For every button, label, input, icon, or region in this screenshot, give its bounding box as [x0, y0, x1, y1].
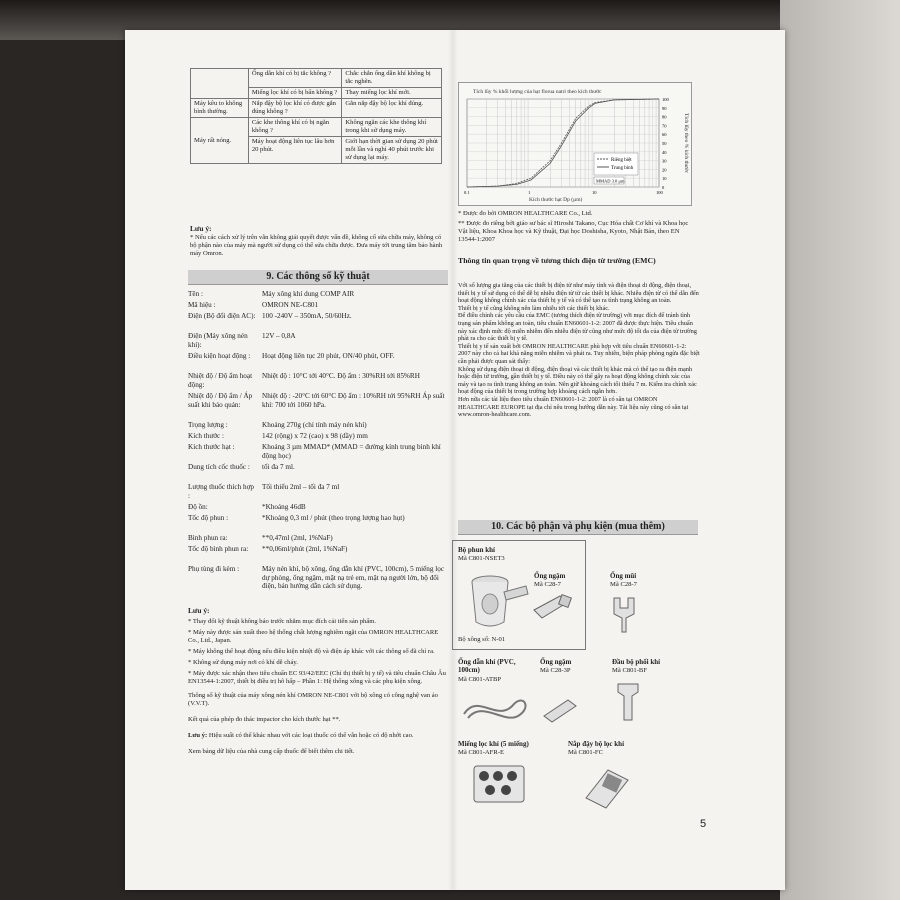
accessory-code: Mã C801-FC	[568, 749, 603, 756]
accessory-name: Bộ phun khí	[458, 546, 495, 554]
spec-value: *Khoảng 0,3 ml / phút (theo trọng lượng hao hụt)	[262, 514, 405, 522]
table-cell: Chắc chắn ống dẫn khí không bị tắc nghẽn.	[342, 69, 442, 88]
accessory-name: Ống dẫn khí (PVC, 100cm)	[458, 658, 516, 674]
x-tick-label: 10	[592, 190, 597, 195]
accessory-code: Mã C801-NSET3	[458, 555, 505, 562]
table-cell: Không ngăn các khe thông khí trong khi sử dụng máy.	[342, 118, 442, 137]
accessory-name: Ống ngậm	[540, 658, 572, 666]
spec-value: **0,06ml/phút (2ml, 1%NaF)	[262, 545, 348, 553]
nasal-piece-image	[606, 594, 642, 634]
spec-value: Tối thiểu 2ml – tối đa 7 ml	[262, 483, 340, 491]
spec-label: Điện (Bộ đổi điện AC):	[188, 312, 256, 320]
y-tick-label: 0	[662, 185, 665, 190]
note-extra: Kết quả của phép đo thác impactor cho kích thước hạt **.	[188, 716, 341, 723]
note-line: * Máy không thể hoạt động nếu điều kiện nhiệt độ và điện áp khác với các thông số đã chỉ ra.	[188, 648, 435, 655]
filter-cover-image	[578, 758, 634, 814]
table-cell	[191, 69, 249, 88]
chart-legend	[594, 153, 638, 175]
table-cell: Ống dẫn khí có bị tắc không ?	[248, 69, 342, 88]
emc-paragraph: Hơn nữa các tài liệu theo tiêu chuẩn EN60601-1-2: 2007 là có sẵn tại OMRON HEALTHCARE EUROPE tại địa chỉ nêu trong hướng dẫn này. Tài liệu này cũng có sẵn tại www.omron-healthcare.com.	[458, 395, 689, 419]
chart-annotation: MMAD 3.0 µm	[596, 178, 625, 184]
table-cell: Các khe thông khí có bị ngăn không ?	[248, 118, 342, 137]
table-cell: Thay miếng lọc khí mới.	[342, 88, 442, 99]
note-line: * Máy này được sản xuất theo hệ thống chất lượng nghiêm ngặt của OMRON HEALTHCARE Co., Ltd., Japan.	[188, 629, 439, 644]
nebulizer-kit-image	[462, 570, 532, 632]
section-title: 9. Các thông số kỹ thuật	[188, 270, 448, 285]
spec-label: Bình phun ra:	[188, 534, 228, 542]
spec-value: 100 -240V – 350mA, 50/60Hz.	[262, 312, 352, 320]
accessory-code: Mã C28-7	[534, 581, 561, 588]
accessory-extra: Bộ xông số: N-01	[458, 636, 506, 643]
emc-paragraph: Với số lượng gia tăng của các thiết bị điện tử như máy tính và điện thoại di động, điện thoại, thiết bị y tế sử dụng có thể dễ bị nhiễu điện từ từ các thiết bị khác. Nhiễu điện từ có thể dẫn đến hoạt động không chính xác của thiết bị y tế và có thể tạo ra tình trạng không an toàn.	[458, 282, 699, 305]
note-label: Lưu ý:	[188, 606, 210, 615]
note-extra: Hiệu suất có thể khác nhau với các loại thuốc có thể vẫn hoặc có độ nhớt cao.	[208, 732, 414, 739]
y-tick-label: 90	[662, 105, 667, 111]
spec-value: Máy xông khí dung COMP AIR	[262, 290, 355, 298]
table-cell: Máy kêu to không bình thường.	[191, 99, 249, 118]
emc-title: Thông tin quan trọng về tương thích điện từ trường (EMC)	[458, 256, 656, 265]
particle-size-chart	[458, 82, 692, 206]
x-axis-label: Kích thước hạt Dp (µm)	[529, 197, 583, 203]
troubleshooting-table	[190, 68, 442, 164]
accessory-code: Mã C801-ATBP	[458, 676, 502, 683]
legend-entry: Trung bình	[611, 166, 634, 171]
section-title: 10. Các bộ phận và phụ kiện (mua thêm)	[458, 520, 698, 535]
table-cell: Gắn nắp đậy bộ lọc khí đúng.	[342, 99, 442, 118]
mouthpiece-image	[540, 696, 584, 724]
note-line: * Thay đổi kỹ thuật không báo trước nhằm mục đích cải tiến sản phẩm.	[188, 618, 377, 625]
note-line: * Máy được xác nhận theo tiêu chuẩn EC 93/42/EEC (Chỉ thị thiết bị y tế) và tiêu chuẩn Châu Âu EN13544-1:2007, thiết bị điều trị hô hấp – Phần 1: Hệ thống xông và các phụ kiện xông.	[188, 670, 446, 685]
table-cell: Máy rất nóng.	[191, 118, 249, 164]
spec-label: Điều kiện hoạt động :	[188, 352, 251, 360]
note-lines	[188, 618, 450, 756]
spec-value: 12V – 0,8A	[262, 332, 296, 340]
x-tick-label: 0.1	[464, 190, 470, 195]
table-cell	[191, 88, 249, 99]
spec-label: Tốc độ phun :	[188, 514, 229, 522]
y-tick-label: 50	[662, 141, 667, 146]
y-tick-label: 30	[662, 158, 667, 164]
emc-body	[458, 282, 700, 419]
note-extra: Xem bảng dữ liệu của nhà cung cấp thuốc để biết thêm chi tiết.	[188, 748, 355, 755]
note-label: Lưu ý:	[190, 224, 212, 233]
accessory-code: Mã C801-AFR-E	[458, 749, 504, 756]
y-tick-label: 20	[662, 167, 667, 173]
y-axis-label: Tích lũy theo % kích thước	[683, 113, 689, 174]
spec-label: Kích thước :	[188, 432, 225, 440]
air-filter-image	[470, 760, 530, 808]
spec-label: Dung tích cốc thuốc :	[188, 463, 250, 471]
spec-label: Tốc độ bình phun ra:	[188, 545, 249, 553]
y-tick-label: 80	[662, 114, 667, 120]
table-row	[191, 88, 442, 99]
y-tick-label: 10	[662, 176, 667, 182]
emc-paragraph: Để điều chỉnh các yêu cầu của EMC (tương thích điện từ trường) với mục đích để tránh tình trạng sản phẩm không an toàn, tiêu chuẩn EN60601-1-2: 2007 đã được thực hiện. Tiêu chuẩn này xác định mức độ miễn nhiễm đến nhiễu điện từ cũng như mức độ tối đa của điện từ trường phát ra cho các thiết bị y tế.	[458, 312, 697, 343]
emc-paragraph: Thiết bị y tế sản xuất bởi OMRON HEALTHCARE phù hợp với tiêu chuẩn EN60601-1-2: 2007 này cho cả hai khả năng miễn nhiễm và phát ra. Tuy nhiên, biện pháp phòng ngừa đặc biệt cần phải được quan sát thấy:	[458, 342, 700, 365]
spec-label: Phụ tùng đi kèm :	[188, 565, 240, 573]
spec-label: Độ ồn:	[188, 503, 208, 511]
x-tick-label: 1	[528, 190, 531, 195]
page-number: 5	[700, 818, 707, 830]
emc-paragraph: Thiết bị y tế cũng không nên làm nhiễu tới các thiết bị khác.	[458, 304, 610, 312]
spec-label: Nhiệt độ / Độ ẩm hoạt động:	[188, 372, 253, 389]
x-tick-label: 100	[656, 190, 663, 195]
chart-note: * Được đo bởi OMRON HEALTHCARE Co., Ltd.	[458, 210, 593, 217]
table-row	[191, 118, 442, 137]
spec-label: Kích thước hạt :	[188, 443, 235, 451]
table-cell: Miếng lọc khí có bị bẩn không ?	[248, 88, 342, 99]
table-cell: Nắp đậy bộ lọc khí có được gắn đúng không ?	[248, 99, 342, 118]
accessory-code: Mã C801-BF	[612, 667, 647, 674]
accessory-code: Mã C28-3P	[540, 667, 571, 674]
y-tick-label: 60	[662, 132, 667, 138]
spec-value: Nhiệt độ : 10°C tới 40°C. Độ ẩm : 30%RH tới 85%RH	[262, 372, 420, 380]
baffle-image	[608, 680, 648, 726]
table-cell: Giới hạn thời gian sử dụng 20 phút mỗi lần và nghỉ 40 phút trước khi sử dụng lại máy.	[342, 137, 442, 164]
spec-value: tối đa 7 ml.	[262, 463, 295, 471]
chart-note: ** Được đo riêng bởi giáo sư bác sĩ Hiroshi Takano, Cục Hóa chất Cơ khí và Khoa học Vật liệu, Khoa Khoa học và Kỹ thuật, Đại học Doshisha, Kyoto, Nhật Bản, theo EN 13544-1:2007	[458, 220, 689, 243]
spec-value: Khoảng 3 µm MMAD* (MMAD = đường kính trung bình khí động học)	[262, 443, 441, 460]
air-tube-image	[458, 690, 538, 726]
note-extra: Thông số kỹ thuật của máy xông nén khí OMRON NE-C801 với bộ xông có công nghệ van ảo (V.V.T).	[188, 692, 438, 707]
note-text: * Nếu các cách xử lý trên vẫn không giải quyết được vấn đề, không cố sửa chữa máy, không có bộ phận nào của máy mà người sử dụng có thể sửa chữa được. Đưa máy tới trung tâm bảo hành máy Omron.	[190, 234, 443, 257]
accessory-name: Ống mũi	[610, 572, 637, 580]
spec-value: Hoạt động liên tục 20 phút, ON/40 phút, OFF.	[262, 352, 395, 360]
spec-value: Nhiệt độ : -20°C tới 60°C Độ ẩm : 10%RH tới 95%RH Áp suất khí: 700 tới 1060 hPa.	[262, 392, 445, 409]
chart-svg	[459, 83, 691, 205]
accessory-name: Đầu bộ phối khí	[612, 658, 661, 666]
table-row	[191, 69, 442, 88]
spec-value: **0,47ml (2ml, 1%NaF)	[262, 534, 333, 542]
spec-label: Mã hiệu :	[188, 301, 216, 309]
spec-value: Máy nén khí, bộ xông, ống dẫn khí (PVC, 100cm), 5 miếng lọc dự phòng, ống ngậm, mặt nạ trẻ em, mặt nạ người lớn, bộ đổi điện, bản hướng dẫn cách sử dụng.	[262, 565, 445, 591]
note-label: Lưu ý:	[188, 732, 208, 739]
emc-paragraph: Không sử dụng điện thoại di động, điện thoại và các thiết bị khác mà có thể tạo ra điện mạnh hoặc điện từ trường, gần thiết bị y tế. Điều này có thể gây ra hoạt động không chính xác của máy và tạo ra tình trạng không an toàn. Nên giữ khoảng cách tối thiểu 7 m. Kiểm tra chính xác hoạt động của thiết bị trong trường hợp khoảng cách ngắn hơn.	[458, 365, 697, 396]
spec-value: Khoảng 270g (chỉ tính máy nén khí)	[262, 421, 367, 429]
accessory-name: Ống ngậm	[534, 572, 566, 580]
table-cell: Máy hoạt động liên tục lâu hơn 20 phút.	[248, 137, 342, 164]
spec-label: Tên :	[188, 290, 203, 298]
spec-value: 142 (rộng) x 72 (cao) x 98 (dầy) mm	[262, 432, 368, 440]
spec-label: Nhiệt độ / Độ ẩm / Áp suất khi bảo quản:	[188, 392, 253, 409]
chart-title: Tích lũy % khối lượng của hạt florua natri theo kích thước	[473, 89, 602, 95]
accessory-name: Miếng lọc khí (5 miếng)	[458, 740, 529, 748]
mouthpiece-image	[530, 592, 574, 622]
note-line: * Không sử dụng máy nơi có khí dễ cháy.	[188, 659, 298, 666]
accessory-code: Mã C28-7	[610, 581, 637, 588]
y-tick-label: 70	[662, 123, 667, 129]
y-tick-label: 40	[662, 149, 667, 155]
accessory-name: Nắp đậy bộ lọc khí	[568, 740, 625, 748]
spec-label: Lượng thuốc thích hợp :	[188, 483, 254, 500]
y-tick-label: 100	[662, 97, 669, 102]
spec-label: Trọng lượng :	[188, 421, 228, 429]
legend-entry: Riêng biệt	[611, 158, 632, 163]
table-row	[191, 99, 442, 118]
spec-value: OMRON NE-C801	[262, 301, 319, 309]
background-right	[780, 0, 900, 900]
spec-label: Điện (Máy xông nén khí):	[188, 332, 248, 349]
spec-value: *Khoảng 46dB	[262, 503, 306, 511]
